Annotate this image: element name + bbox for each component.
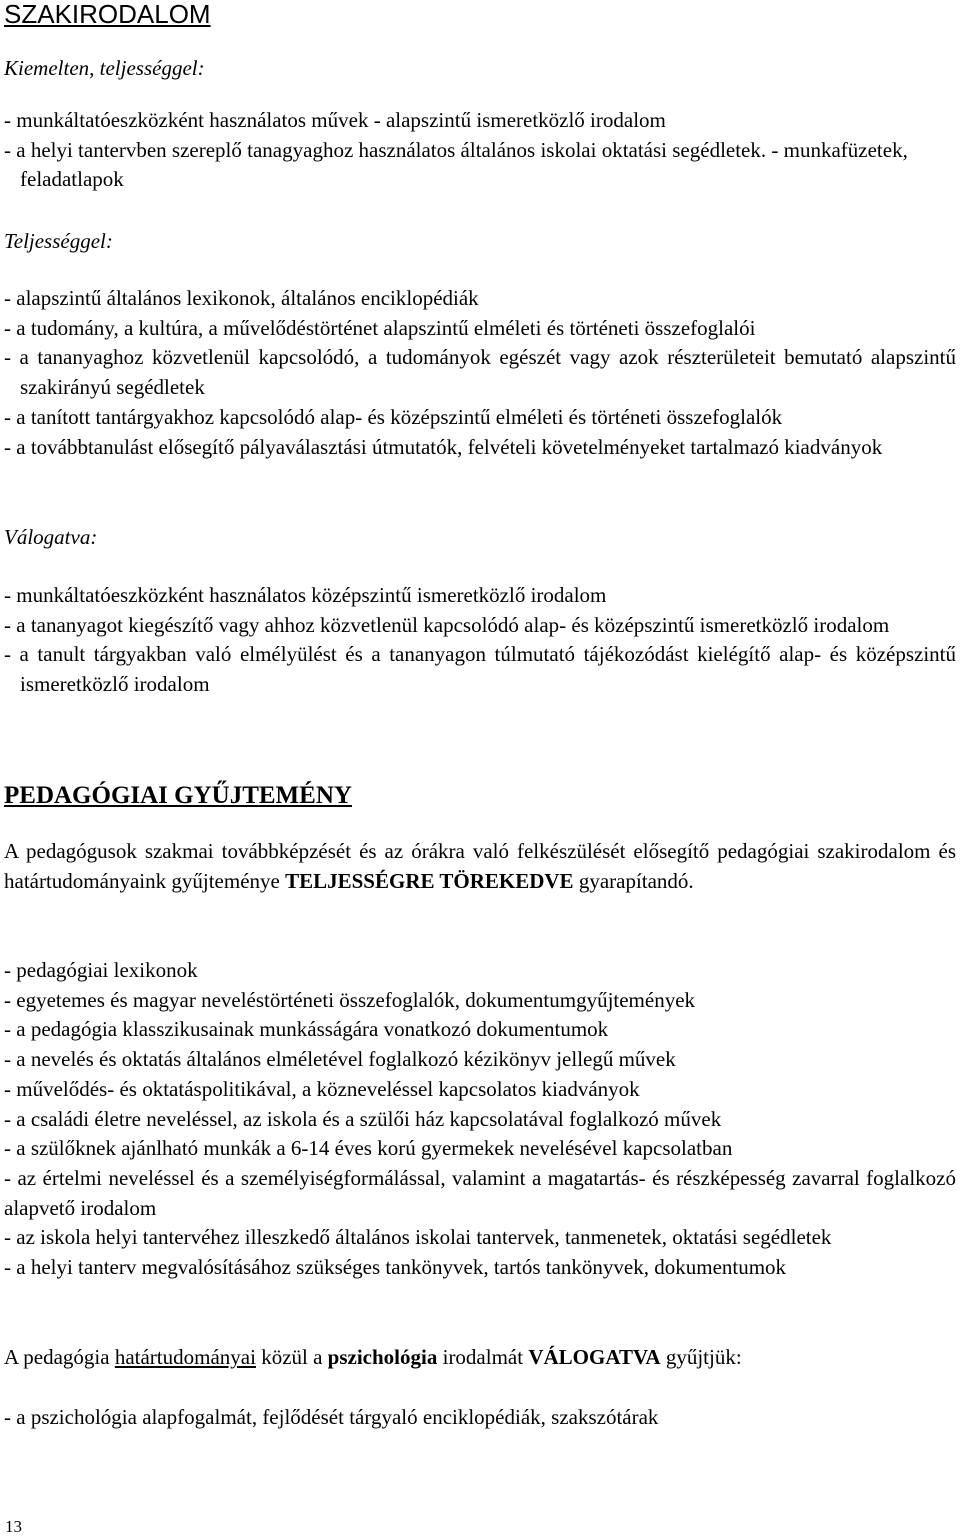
list-item: - a tudomány, a kultúra, a művelődéstörténet alapszintű elméleti és történeti összefoglalói	[4, 315, 756, 340]
psy-text: A pedagógia	[4, 1345, 115, 1369]
szakirodalom-heading: SZAKIRODALOM	[4, 0, 211, 29]
list-item: - munkáltatóeszközként használatos középszintű ismeretközlő irodalom	[4, 583, 607, 607]
page-number: 13	[5, 1517, 22, 1536]
list-item: - a továbbtanulást elősegítő pályaválasztási útmutatók, felvételi követelményeket tartalmazó kiadványok	[4, 434, 883, 459]
kiemelten-subheading: Kiemelten, teljességgel:	[4, 56, 205, 80]
list-item: - a szülőknek ajánlható munkák a 6-14 éves korú gyermekek nevelésével kapcsolatban	[4, 1136, 733, 1161]
list-item: - a helyi tanterv megvalósításához szükséges tankönyvek, tartós tankönyvek, dokumentumok	[4, 1255, 787, 1280]
list-item: - a tananyaghoz közvetlenül kapcsolódó, a tudományok egészét vagy azok részterületeit bemutató alapszintű szakirányú segédletek	[4, 345, 956, 400]
list-item: - a családi életre neveléssel, az iskola és a szülői ház kapcsolatával foglalkozó művek	[4, 1106, 722, 1131]
psy-text: irodalmát	[437, 1345, 529, 1369]
list-item: - a pszichológia alapfogalmát, fejlődését tárgyaló enciklopédiák, szakszótárak	[4, 1405, 659, 1429]
intro-text-end: gyarapítandó.	[573, 868, 694, 893]
teljesseggel-subheading: Teljességgel:	[4, 229, 113, 253]
list-item: - a helyi tantervben szereplő tanagyaghoz használatos általános iskolai oktatási segédletek. - munkafüzetek, feladatlapok	[4, 137, 908, 192]
psychology-list	[4, 1403, 956, 1433]
valogatva-subheading: Válogatva:	[4, 525, 98, 549]
psy-text: közül a	[255, 1345, 328, 1369]
intro-emphasis: TELJESSÉGRE TÖREKEDVE	[285, 868, 574, 893]
list-item: - a tanult tárgyakban való elmélyülést és a tananyagon túlmutató tájékozódást kielégítő alap- és középszintű ismeretközlő irodalom	[4, 642, 956, 697]
list-item: - a tananyagot kiegészítő vagy ahhoz közvetlenül kapcsolódó alap- és középszintű ismeretközlő irodalom	[4, 612, 890, 637]
kiemelten-list	[4, 106, 956, 195]
psy-bold-emphasis: VÁLOGATVA	[528, 1345, 661, 1369]
list-item: - az iskola helyi tantervéhez illeszkedő általános iskolai tantervek, tanmenetek, oktatási segédletek	[4, 1225, 832, 1250]
psychology-paragraph	[4, 1343, 956, 1373]
psy-underlined: határtudományai	[114, 1345, 256, 1369]
psy-text: gyűjtjük:	[660, 1345, 742, 1369]
psy-bold-term: pszichológia	[327, 1345, 438, 1369]
list-item: - pedagógiai lexikonok	[4, 958, 198, 982]
valogatva-list	[4, 581, 956, 700]
list-item: - az értelmi neveléssel és a személyiségformálással, valamint a magatartás- és részképesség zavarral foglalkozó alapvető irodalom	[4, 1165, 956, 1220]
pedagogiai-intro-paragraph	[4, 837, 956, 896]
list-item: - a nevelés és oktatás általános elméletével foglalkozó kézikönyv jellegű művek	[4, 1047, 676, 1072]
list-item: - a pedagógia klasszikusainak munkásságára vonatkozó dokumentumok	[4, 1017, 609, 1042]
pedagogiai-gyujtemeny-heading: PEDAGÓGIAI GYŰJTEMÉNY	[4, 782, 352, 809]
list-item: - munkáltatóeszközként használatos művek - alapszintű ismeretközlő irodalom	[4, 108, 666, 132]
pedagogiai-list	[4, 956, 956, 1283]
intro-text: A pedagógusok szakmai továbbképzését és az órákra való felkészülését elősegítő pedagógiai szakirodalom és határtudományaink gyűjteménye	[4, 839, 956, 893]
list-item: - egyetemes és magyar neveléstörténeti összefoglalók, dokumentumgyűjtemények	[4, 987, 696, 1012]
list-item: - alapszintű általános lexikonok, általános enciklopédiák	[4, 286, 479, 310]
list-item: - művelődés- és oktatáspolitikával, a közneveléssel kapcsolatos kiadványok	[4, 1076, 640, 1101]
teljesseggel-list	[4, 284, 956, 462]
list-item: - a tanított tantárgyakhoz kapcsolódó alap- és középszintű elméleti és történeti összefoglalók	[4, 404, 783, 429]
